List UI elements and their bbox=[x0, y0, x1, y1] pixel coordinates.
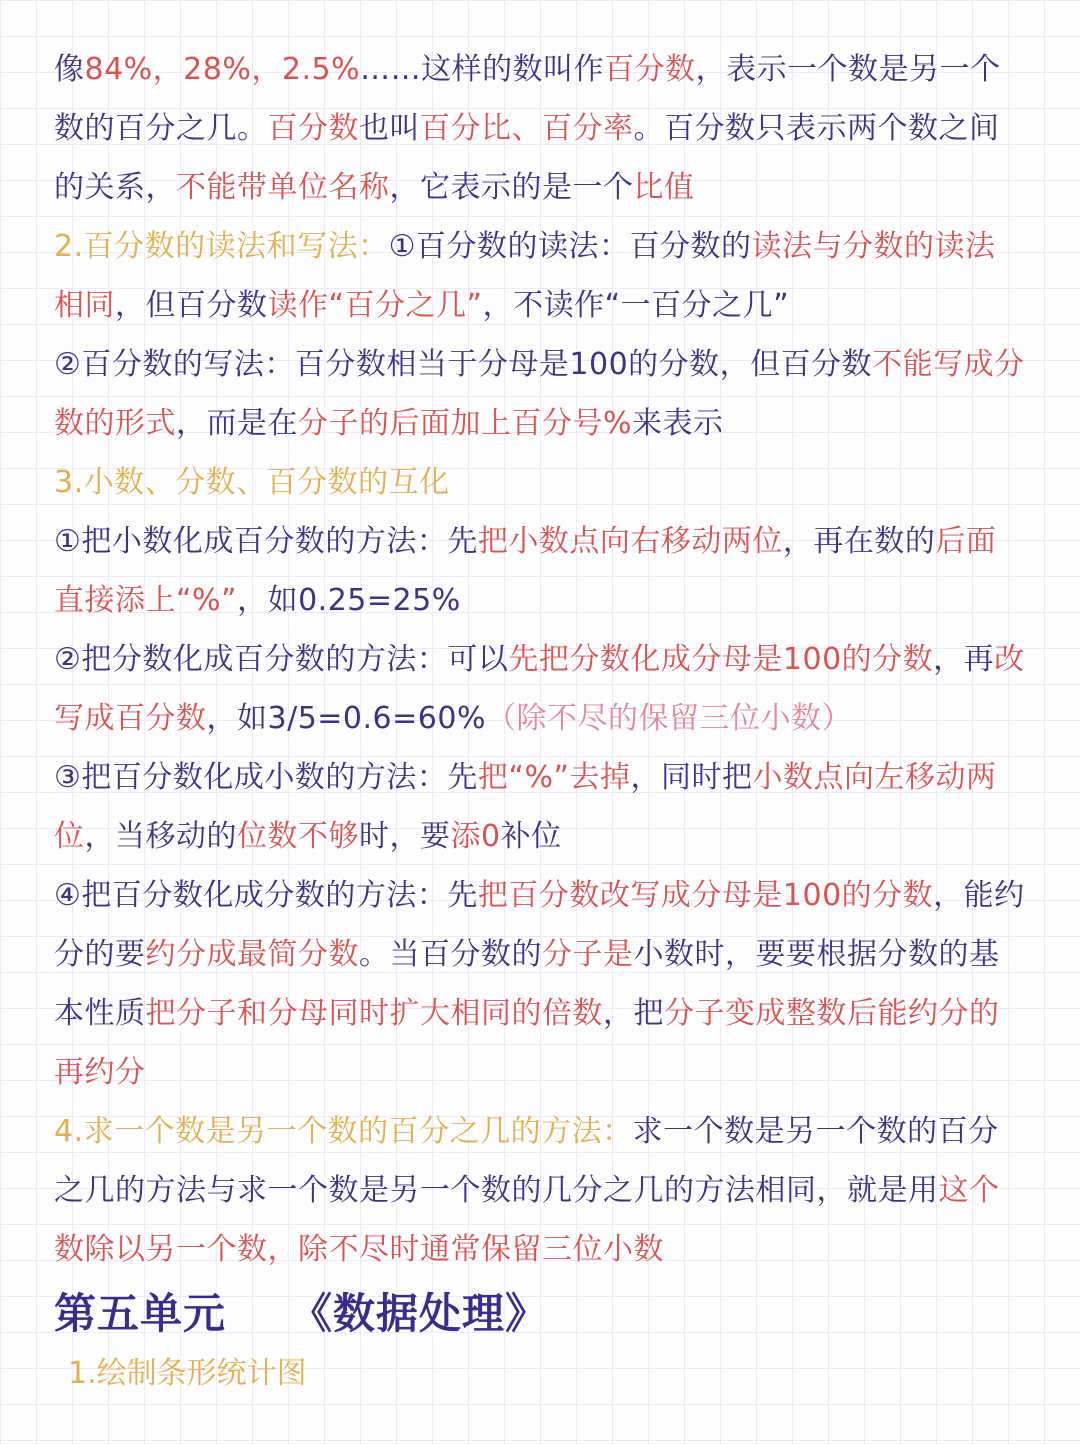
unit-heading bbox=[54, 1283, 1026, 1345]
text-segment: 。当百分数的 bbox=[359, 937, 542, 972]
text-segment: 3.小数、分数、百分数的互化 bbox=[54, 465, 450, 500]
text-segment: 4.求一个数是另一个数的百分之几的方法： bbox=[54, 1114, 633, 1149]
text-segment: 2.百分数的读法和写法： bbox=[54, 229, 389, 264]
unit-title: 《数据处理》 bbox=[290, 1289, 549, 1338]
text-segment: 后面直接 bbox=[54, 524, 997, 618]
text-segment: ，把 bbox=[603, 996, 664, 1031]
text-segment: ，但百分数 bbox=[115, 288, 268, 323]
subheading-bar-chart: 1.绘制条形统计图 bbox=[68, 1356, 307, 1391]
paragraph-writing-method bbox=[54, 335, 1026, 453]
text-segment: 小数时，要要根据分数的基本性质 bbox=[54, 937, 1000, 1031]
notes-body bbox=[54, 40, 1026, 1279]
text-segment: ，能约分的要 bbox=[54, 878, 1025, 972]
text-segment: （除不尽的保留三位小数） bbox=[485, 701, 852, 736]
text-segment: 改写成百分数 bbox=[54, 642, 1025, 736]
text-segment: 把小数点向右移动两位 bbox=[477, 524, 783, 559]
text-segment: ④把百分数化成分数的方法：先 bbox=[54, 878, 478, 913]
text-segment: 不能写成分数的形式 bbox=[54, 347, 1025, 441]
text-segment: ，同时把 bbox=[630, 760, 753, 795]
text-segment: 把百分数改写成分母是100的分数 bbox=[477, 878, 934, 913]
text-segment: 分子是 bbox=[542, 937, 634, 972]
text-segment: 百分比、百分率 bbox=[420, 111, 634, 146]
text-segment: ，如3/5=0.6=60% bbox=[206, 701, 486, 736]
text-segment: ……这样的数叫作 bbox=[360, 52, 605, 87]
text-segment: 分子的后面加上百分号% bbox=[298, 406, 633, 441]
text-segment: 84%，28%，2.5% bbox=[84, 52, 361, 87]
text-segment: ②百分数的写法：百分数相当于分母是100的分数，但百分数 bbox=[54, 347, 873, 382]
text-segment: 读法与分数的读法相同 bbox=[54, 229, 996, 323]
text-segment: 求一个数是另一个数的百分之几的方法与求一个数是另一个数的几分之几的方法相同，就是用 bbox=[54, 1114, 999, 1208]
text-segment: 添0 bbox=[450, 819, 501, 854]
text-segment: 位数不够 bbox=[237, 819, 359, 854]
notes-page bbox=[54, 40, 1026, 1399]
paragraph-fraction-to-percent bbox=[54, 630, 1026, 748]
text-segment: 先把分数化成分母是100的分数 bbox=[508, 642, 934, 677]
text-segment: 小数点向左移动两位 bbox=[54, 760, 997, 854]
text-segment: ，如0.25=25% bbox=[237, 583, 461, 618]
paragraph-percent-definition bbox=[54, 40, 1026, 217]
text-segment: 比值 bbox=[633, 170, 695, 205]
text-segment: ③把百分数化成小数的方法：先 bbox=[54, 760, 478, 795]
text-segment: 添上“%” bbox=[115, 583, 238, 618]
text-segment: 这个数除以另一个数，除不尽时通常保留三位小数 bbox=[54, 1173, 1000, 1267]
paragraph-percent-to-fraction bbox=[54, 866, 1026, 1102]
text-segment: ，不读作“一百分之几” bbox=[482, 288, 790, 323]
text-segment: ，再在数的 bbox=[782, 524, 936, 559]
text-segment: 。百分数只表示两个数之间的关系， bbox=[54, 111, 1000, 205]
text-segment: 百分数 bbox=[267, 111, 359, 146]
text-segment: 百分数 bbox=[604, 52, 696, 87]
text-segment: 把分子和分母同时扩大相同的倍数 bbox=[145, 996, 603, 1031]
text-segment: 约分成最简分数 bbox=[145, 937, 359, 972]
text-segment: 补位 bbox=[500, 819, 562, 854]
text-segment: 也叫 bbox=[359, 111, 420, 146]
text-segment: 时，要 bbox=[359, 819, 451, 854]
paragraph-percent-to-decimal bbox=[54, 748, 1026, 866]
paragraph-conversion-heading bbox=[54, 453, 1026, 512]
text-segment: ①百分数的读法：百分数的 bbox=[388, 229, 752, 264]
text-segment: ①把小数化成百分数的方法：先 bbox=[54, 524, 478, 559]
text-segment: ，表示一个数是另一个数的百分之几。 bbox=[54, 52, 1001, 146]
text-segment: 来表示 bbox=[632, 406, 724, 441]
text-segment: ，它表示的是一个 bbox=[389, 170, 634, 205]
text-segment: ，而是在 bbox=[176, 406, 298, 441]
text-segment: 不能带单位名称 bbox=[176, 170, 390, 205]
paragraph-percent-of-method bbox=[54, 1102, 1026, 1279]
text-segment: ，再 bbox=[933, 642, 995, 677]
paragraph-read-write-heading bbox=[54, 217, 1026, 335]
text-segment: 读作“百分之几” bbox=[267, 288, 483, 323]
text-segment: 像 bbox=[54, 52, 85, 87]
paragraph-decimal-to-percent bbox=[54, 512, 1026, 630]
text-segment: 分子变成整数后能约分的再约分 bbox=[54, 996, 1000, 1090]
unit-label: 第五单元 bbox=[54, 1289, 227, 1338]
text-segment: 把“%”去掉 bbox=[477, 760, 631, 795]
text-segment: ，当移动的 bbox=[84, 819, 237, 854]
text-segment: ②把分数化成百分数的方法：可以 bbox=[54, 642, 509, 677]
